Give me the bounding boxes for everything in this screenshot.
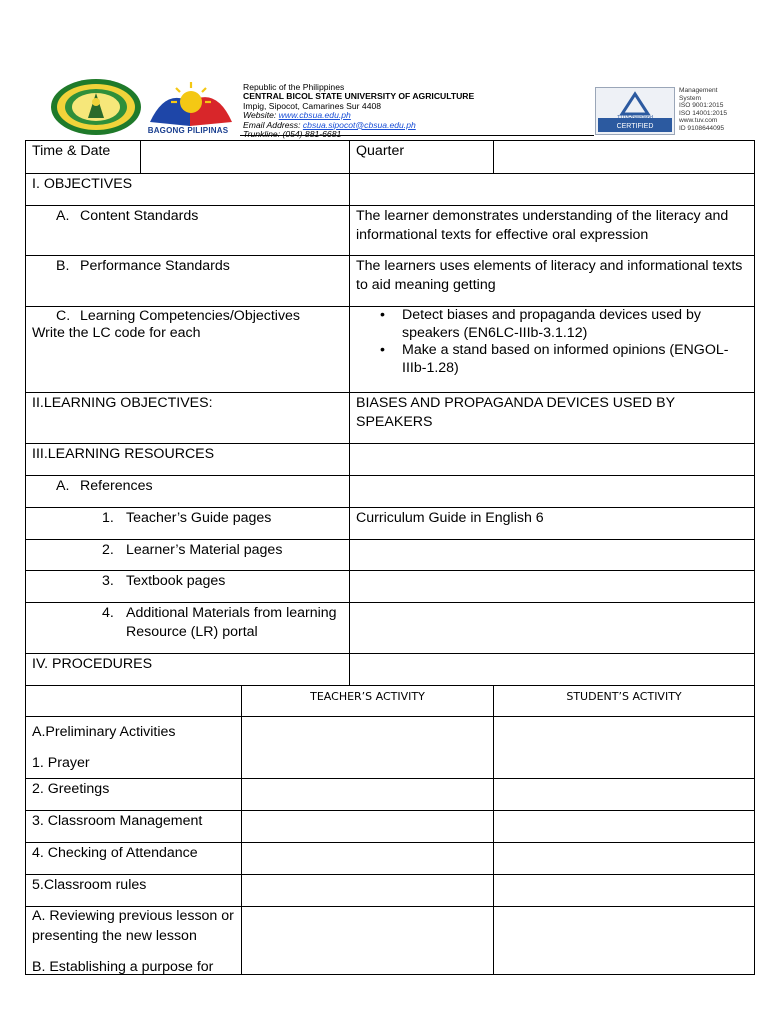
activity-step-label: A.Preliminary Activities	[32, 724, 176, 740]
resource-row-label	[25, 507, 350, 540]
student-activity-cell[interactable]	[493, 906, 755, 975]
student-activity-cell[interactable]	[493, 716, 755, 779]
item-number: B.	[56, 258, 70, 274]
email-label: Email Address:	[243, 119, 301, 130]
cert-line: ISO 9001:2015	[679, 102, 724, 110]
item-label: Learning Competencies/Objectives	[80, 308, 301, 324]
cert-line: ID 9108644095	[679, 124, 725, 132]
references-label	[25, 475, 350, 508]
item-number: 1.	[102, 510, 114, 526]
time-date-value[interactable]	[140, 140, 350, 174]
resource-row-label	[25, 570, 350, 603]
item-number: A.	[56, 478, 70, 494]
teacher-activity-cell[interactable]	[241, 810, 494, 843]
content-standards-label	[25, 205, 350, 256]
activity-step	[25, 716, 242, 779]
learning-objectives-value: BIASES AND PROPAGANDA DEVICES USED BY SPEAKERS	[349, 392, 755, 444]
competencies-note: Write the LC code for each	[32, 325, 201, 341]
competencies-label	[25, 306, 350, 393]
activity-step-label: 1. Prayer	[32, 755, 90, 771]
address-line: Impig, Sipocot, Camarines Sur 4408	[243, 100, 382, 111]
cert-line: Management	[679, 87, 718, 94]
activity-step	[25, 906, 242, 975]
content-standards-value: The learner demonstrates understanding of the literacy and informational texts for effective oral expression	[349, 205, 755, 256]
references-value[interactable]	[349, 475, 755, 508]
activity-step-label: B. Establishing a purpose for	[32, 959, 214, 975]
item-label: Textbook pages	[126, 573, 226, 589]
activity-step-label: A. Reviewing previous lesson or presenting the new lesson	[32, 908, 234, 944]
teachers-activity-header: TEACHER’S ACTIVITY	[241, 685, 494, 717]
procedures-value[interactable]	[349, 653, 755, 686]
teacher-activity-cell[interactable]	[241, 842, 494, 875]
teacher-activity-cell[interactable]	[241, 716, 494, 779]
activity-step: 2. Greetings	[25, 778, 242, 811]
activity-step: 5.Classroom rules	[25, 874, 242, 907]
resource-row-label	[25, 539, 350, 571]
performance-standards-label	[25, 255, 350, 307]
teacher-activity-cell[interactable]	[241, 778, 494, 811]
item-number: 2.	[102, 542, 114, 558]
student-activity-cell[interactable]	[493, 778, 755, 811]
item-label: Learner’s Material pages	[126, 542, 283, 558]
resource-row-label	[25, 602, 350, 654]
student-activity-cell[interactable]	[493, 874, 755, 907]
quarter-label: Quarter	[349, 140, 494, 174]
quarter-value[interactable]	[493, 140, 755, 174]
website-link[interactable]: www.cbsua.edu.ph	[278, 110, 351, 121]
learning-resources-heading: III.LEARNING RESOURCES	[25, 443, 350, 476]
resource-row-value[interactable]	[349, 570, 755, 603]
cert-line: www.tuv.com	[679, 117, 718, 125]
activity-step: 4. Checking of Attendance	[25, 842, 242, 875]
cert-line: System	[679, 94, 701, 102]
item-number: 4.	[102, 605, 114, 621]
bullet-item: • Detect biases and propaganda devices used by speakers (EN6LC-IIIb-3.1.12)	[380, 307, 701, 341]
performance-standards-value: The learners uses elements of literacy and informational texts to aid meaning getting	[349, 255, 755, 307]
svg-text:TÜVRheinland: TÜVRheinland	[617, 115, 653, 121]
university-name: CENTRAL BICOL STATE UNIVERSITY OF AGRICULTURE	[243, 91, 475, 102]
student-activity-cell[interactable]	[493, 810, 755, 843]
time-date-label: Time & Date	[25, 140, 141, 174]
republic-line: Republic of the Philippines	[243, 82, 345, 92]
teacher-activity-cell[interactable]	[241, 874, 494, 907]
procedures-heading: IV. PROCEDURES	[25, 653, 350, 686]
student-activity-cell[interactable]	[493, 842, 755, 875]
item-label: References	[80, 478, 153, 494]
item-label: Additional Materials from learning Resource (LR) portal	[126, 605, 337, 640]
competencies-value	[349, 306, 755, 393]
item-label: Content Standards	[80, 208, 199, 224]
bagong-pilipinas-caption: BAGONG PILIPINAS	[147, 126, 229, 135]
item-label: Teacher’s Guide pages	[126, 510, 272, 526]
item-label: Performance Standards	[80, 258, 230, 274]
website-label: Website:	[243, 110, 277, 121]
resource-row-value[interactable]	[349, 539, 755, 571]
activity-step: 3. Classroom Management	[25, 810, 242, 843]
activity-header-blank	[25, 685, 242, 717]
learning-resources-value[interactable]	[349, 443, 755, 476]
objectives-heading: I. OBJECTIVES	[25, 173, 350, 206]
item-number: 3.	[102, 573, 114, 589]
item-number: A.	[56, 208, 70, 224]
bullet-item: • Make a stand based on informed opinions (ENGOL-IIIb-1.28)	[380, 342, 729, 376]
email-link[interactable]: cbsua.sipocot@cbsua.edu.ph	[302, 119, 416, 130]
trunkline: Trunkline: (054) 881-6681	[243, 129, 342, 140]
resource-row-value: Curriculum Guide in English 6	[349, 507, 755, 540]
objectives-value[interactable]	[349, 173, 755, 206]
svg-text:CERTIFIED: CERTIFIED	[616, 123, 654, 130]
resource-row-value[interactable]	[349, 602, 755, 654]
cert-line: ISO 14001:2015	[679, 109, 728, 117]
students-activity-header: STUDENT’S ACTIVITY	[493, 685, 755, 717]
learning-objectives-heading: II.LEARNING OBJECTIVES:	[25, 392, 350, 444]
item-number: C.	[56, 308, 71, 324]
teacher-activity-cell[interactable]	[241, 906, 494, 975]
